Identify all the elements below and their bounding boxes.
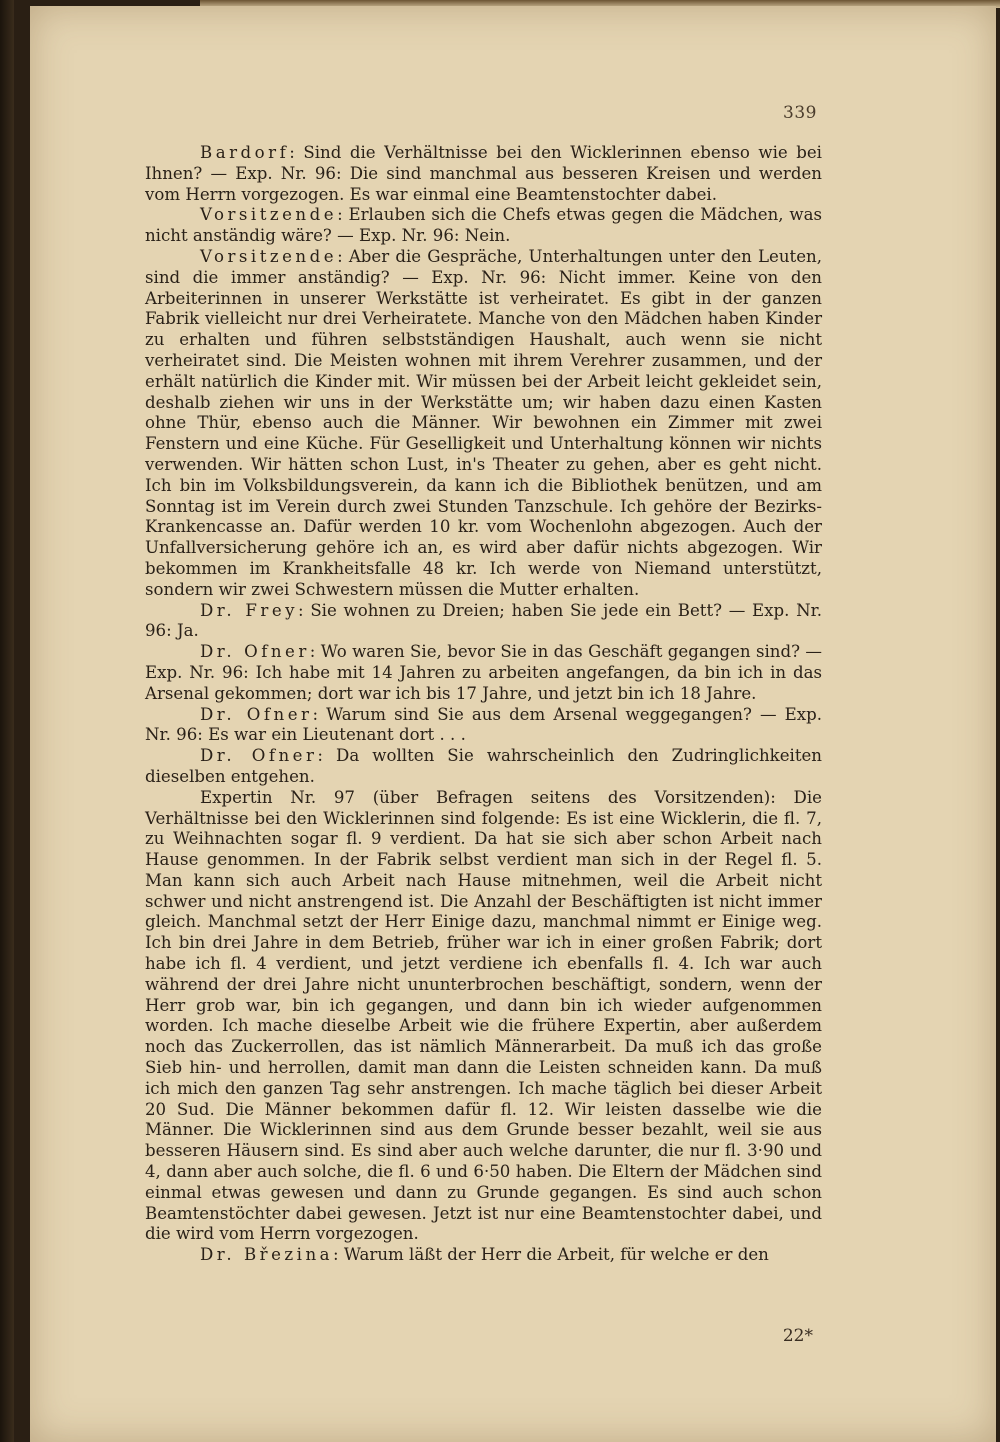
speaker-name: Dr. Frey: [200, 600, 299, 620]
paragraph-text: : Sie wohnen zu Dreien; haben Sie jede ein Bett? — Exp. Nr. 96: Ja.: [145, 600, 822, 641]
speaker-name: Dr. Březina: [200, 1245, 334, 1265]
paragraph-text: : Sind die Verhältnisse bei den Wicklerinnen ebenso wie bei Ihnen? — Exp. Nr. 96: Die sind manchmal aus besseren Kreisen und werden vom Herrn vorgezogen. Es war einmal eine Beamtenstochter dabei.: [145, 143, 822, 204]
paragraph-text: : Erlauben sich die Chefs etwas gegen die Mädchen, was nicht anständig wäre? — Exp. Nr. 96: Nein.: [145, 205, 822, 246]
speaker-name: Dr. Ofner: [200, 746, 318, 766]
body-text: [145, 143, 822, 1266]
paragraph-text: Expertin Nr. 97 (über Befragen seitens des Vorsitzenden): Die Verhältnisse bei den Wicklerinnen sind folgende: Es ist eine Wicklerin, die fl. 7, zu Weihnachten sogar fl. 9 verdient. Da hat sie sich aber schon Arbeit nach Hause genommen. In der Fabrik selbst verdient man sich in der Regel fl. 5. Man kann sich auch Arbeit nach Hause mitnehmen, weil die Arbeit nicht schwer und nicht anstrengend ist. Die Anzahl der Beschäftigten ist nicht immer gleich. Manchmal setzt der Herr Einige dazu, manchmal nimmt er Einige weg. Ich bin drei Jahre in dem Betrieb, früher war ich in einer großen Fabrik; dort habe ich fl. 4 verdient, und jetzt verdiene ich ebenfalls fl. 4. Ich war auch während der drei Jahre nicht ununterbrochen beschäftigt, sondern, wenn der Herr grob war, bin ich gegangen, und dann bin ich wieder aufgenommen worden. Ich mache dieselbe Arbeit wie die frühere Expertin, aber außerdem noch das Zuckerrollen, das ist nämlich Männerarbeit. Da muß ich das große Sieb hin- und herrollen, damit man dann die Leisten schneiden kann. Da muß ich mich den ganzen Tag sehr anstrengen. Ich mache täglich bei dieser Arbeit 20 Sud. Die Männer bekommen dafür fl. 12. Wir leisten dasselbe wie die Männer. Die Wicklerinnen sind aus dem Grunde besser bezahlt, weil sie aus besseren Häusern sind. Es sind aber auch welche darunter, die nur fl. 3·90 und 4, dann aber auch solche, die fl. 6 und 6·50 haben. Die Eltern der Mädchen sind einmal etwas gewesen und dann zu Grunde gegangen. Es sind auch schon Beamtenstöchter dabei gewesen. Jetzt ist nur eine Beamtenstochter dabei, und die wird vom Herrn vorgezogen.: [145, 787, 822, 1244]
paragraph-text: : Warum läßt der Herr die Arbeit, für welche er den: [333, 1245, 769, 1265]
paragraph-text: : Wo waren Sie, bevor Sie in das Geschäft gegangen sind? — Exp. Nr. 96: Ich habe mit 14 Jahren zu arbeiten angefangen, da bin ich in das Arsenal gekommen; dort war ich bis 17 Jahre, und jetzt bin ich 18 Jahre.: [145, 642, 822, 703]
book-binding-edge: [0, 0, 14, 1442]
paragraph-text: : Da wollten Sie wahrscheinlich den Zudringlichkeiten dieselben entgehen.: [145, 746, 822, 786]
paragraph: [145, 601, 822, 643]
speaker-name: Dr. Ofner: [200, 704, 313, 724]
speaker-name: Vorsitzende: [200, 205, 338, 225]
speaker-name: Dr. Ofner: [200, 642, 310, 662]
paragraph-text: : Aber die Gespräche, Unterhaltungen unter den Leuten, sind die immer anständig? — Exp. Nr. 96: Nicht immer. Keine von den Arbeiterinnen in unserer Werkstätte ist verheiratet. Es gibt in der ganzen Fabrik vielleicht nur drei Verheiratete. Manche von den Mädchen haben Kinder zu erhalten und führen selbstständigen Haushalt, auch wenn sie nicht verheiratet sind. Die Meisten wohnen mit ihrem Verehrer zusammen, und der erhält natürlich die Kinder mit. Wir müssen bei der Arbeit leicht gekleidet sein, deshalb ziehen wir uns in der Werkstätte um; wir haben dazu einen Kasten ohne Thür, ebenso auch die Männer. Wir bewohnen ein Zimmer mit zwei Fenstern und eine Küche. Für Geselligkeit und Unterhaltung können wir nichts verwenden. Wir hätten schon Lust, in's Theater zu gehen, aber es geht nicht. Ich bin im Volksbildungsverein, da kann ich die Bibliothek benützen, und am Sonntag ist im Verein durch zwei Stunden Tanzschule. Ich gehöre der Bezirks-Krankencasse an. Dafür werden 10 kr. vom Wochenlohn abgezogen. Auch der Unfallversicherung gehöre ich an, es wird aber dafür nichts abgezogen. Wir bekommen im Krankheitsfalle 48 kr. Ich werde von Niemand unterstützt, sondern wir zwei Schwestern müssen die Mutter erhalten.: [145, 246, 822, 599]
paragraph: [145, 705, 822, 747]
paragraph: [145, 205, 822, 247]
paragraph: [145, 1245, 822, 1266]
paragraph-text: : Warum sind Sie aus dem Arsenal weggegangen? — Exp. Nr. 96: Es war ein Lieutenant dort . . .: [145, 704, 822, 745]
paragraph: [145, 247, 822, 601]
paragraph: [145, 642, 822, 704]
page-number: 339: [783, 103, 817, 123]
speaker-name: Bardorf: [200, 143, 290, 162]
signature-mark: 22*: [782, 1326, 813, 1346]
paragraph: [145, 143, 822, 205]
paragraph: [145, 746, 822, 788]
paragraph: [145, 788, 822, 1246]
speaker-name: Vorsitzende: [200, 246, 338, 266]
